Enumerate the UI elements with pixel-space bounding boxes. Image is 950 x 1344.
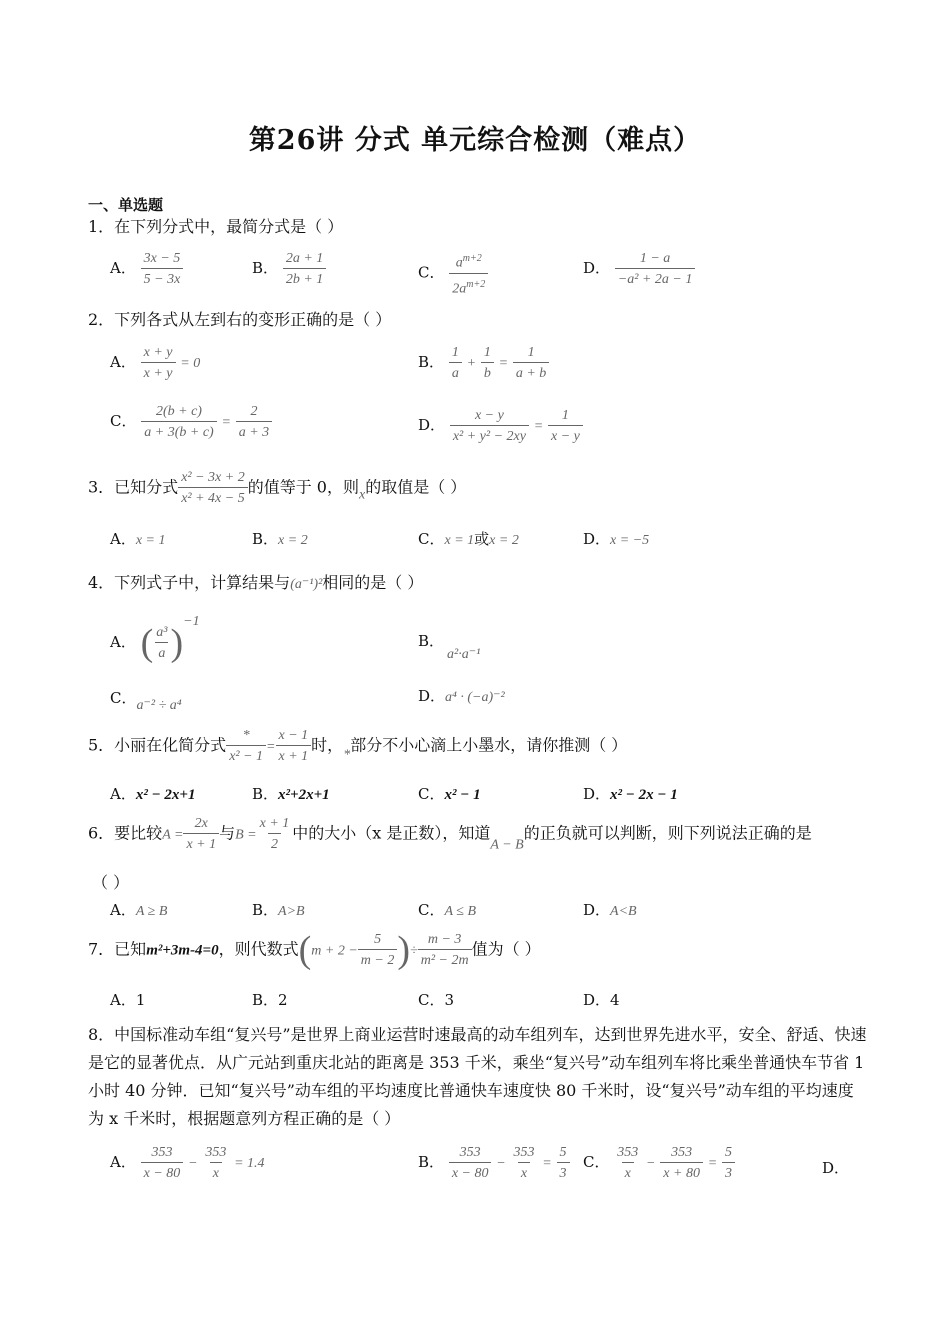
q4-option-d[interactable]: D．a⁴ · (−a)⁻²: [418, 687, 505, 705]
q4-option-c[interactable]: C．a⁻² ÷ a⁴: [110, 689, 182, 713]
q3-option-a[interactable]: A．x = 1: [110, 530, 166, 548]
option-label: A．: [110, 901, 136, 919]
q4-option-b-label[interactable]: B．: [418, 632, 445, 650]
q7-option-a[interactable]: A．1: [110, 991, 146, 1009]
q3-option-c[interactable]: C．x = 1或x = 2: [418, 530, 519, 548]
section-heading: 一、单选题: [88, 196, 164, 214]
option-label: D．: [583, 785, 611, 803]
fraction: $\frac{1 - a}{\text{−a² + 2a − 1}}$: [615, 249, 696, 289]
q8-option-b[interactable]: B． $\frac{353}{x - 80}$ − $\frac{353}{x}$ = $\frac{5}{3}$: [418, 1143, 570, 1183]
option-label: A．: [110, 530, 136, 548]
page-title: 第26讲 分式 单元综合检测（难点）: [248, 125, 702, 156]
option-label: A．: [110, 633, 136, 651]
q2-option-c[interactable]: C． $\frac{2(b + c)}{a + 3(b + c)}$ = $\frac{2}{a + 3}$: [110, 402, 272, 442]
q6-option-d[interactable]: D．A<B: [583, 901, 637, 919]
question-7-stem: 7．已知m²+3m-4=0，则代数式(m + 2 − $\frac{5}{m - 2}$ )÷ $\frac{m - 3}{\text{m² − 2m}}$ 值为（ ）: [88, 929, 541, 971]
option-label: C．: [418, 785, 445, 803]
q2-option-a[interactable]: A． $\frac{x + y}{x + y}$ = 0: [110, 345, 201, 381]
question-6-stem-cont: （ ）: [92, 873, 130, 892]
fraction: $\frac{2a + 1}{2b + 1}$: [283, 249, 326, 289]
option-label: B．: [418, 1153, 445, 1171]
q7-option-b[interactable]: B．2: [252, 991, 288, 1009]
option-label: C．: [110, 689, 137, 707]
q8-option-c[interactable]: C． $\frac{353}{x}$ − $\frac{353}{x + 80}$ = $\frac{5}{3}$: [583, 1143, 735, 1183]
option-label: D．: [583, 259, 611, 277]
q8-option-a[interactable]: A． $\frac{353}{x - 80}$ − $\frac{353}{x}$ = 1.4: [110, 1145, 265, 1181]
question-1-stem: 1．在下列分式中，最简分式是（ ）: [88, 217, 344, 236]
q2-option-b[interactable]: B． $\frac{1}{a}$ + $\frac{1}{b}$ = $\frac{1}{a + b}$: [418, 343, 549, 383]
option-label: C．: [418, 901, 445, 919]
q1-option-b[interactable]: [252, 249, 326, 289]
option-label: B．: [252, 530, 279, 548]
q5-option-b[interactable]: B．x²+2x+1: [252, 785, 330, 803]
fraction: $\frac{3x - 5}{5 - 3x}$: [141, 249, 184, 289]
question-6-stem: 6．要比较A = $\frac{2x}{x + 1}$ 与B = $\frac{x + 1}{2}$ 中的大小（x 是正数），知道A − B的正负就可以判断，则下列说法正确的是: [88, 816, 812, 853]
q6-option-c[interactable]: C．A ≤ B: [418, 901, 477, 919]
q1-option-d[interactable]: [583, 249, 695, 289]
q4-option-b-value: a²·a⁻¹: [447, 647, 481, 662]
option-label: A．: [110, 259, 136, 277]
question-8-stem: 8．中国标准动车组“复兴号”是世界上商业运营时速最高的动车组列车，达到世界先进水平，安全、舒适、快速是它的显著优点．从广元站到重庆北站的距离是 353 千米，乘坐“复兴号”动车组列车将比乘坐普通快车节省 1 小时 40 分钟．已知“复兴号”动车组的平均速度比普通快车速度快 80 千米时，设“复兴号”动车组的平均速度为 x 千米时，根据题意列方程正确的是（ ）: [88, 1025, 867, 1128]
option-label: C．: [110, 412, 137, 430]
q3-option-b[interactable]: B．x = 2: [252, 530, 308, 548]
question-5-stem: 5．小丽在化简分式 $\frac{*}{\text{x² − 1}}$ = $\frac{x - 1}{x + 1}$ 时，*部分不小心滴上小墨水，请你推测（ ）: [88, 728, 628, 764]
option-label: B．: [252, 901, 279, 919]
option-label: D．: [583, 901, 611, 919]
question-2-stem: 2．下列各式从左到右的变形正确的是（ ）: [88, 310, 392, 329]
q5-option-c[interactable]: C．x² − 1: [418, 785, 481, 803]
fraction: $\frac{x + y}{x + y}$: [141, 343, 176, 383]
fraction: $\frac{a^{m+2}}{2a^{m+2}}$: [449, 249, 488, 298]
q7-option-d[interactable]: D．4: [583, 991, 620, 1009]
question-4-stem: 4．下列式子中，计算结果与(a⁻¹)²相同的是（ ）: [88, 573, 424, 592]
option-label: D．: [418, 687, 446, 705]
q4-option-a[interactable]: A． ( $\frac{\text{a³}}{a}$ )$^{-1}$: [110, 614, 200, 664]
q2-option-d[interactable]: D． $\frac{x - y}{\text{x² + y² − 2xy}}$ = $\frac{1}{x - y}$: [418, 406, 583, 446]
option-label: D．: [418, 416, 446, 434]
q8-option-d[interactable]: D．: [822, 1159, 850, 1177]
question-3-stem: 3．已知分式 $\frac{\text{x² − 3x + 2}}{\text{x² + 4x − 5}}$ 的值等于 0，则x的取值是（ ）: [88, 470, 467, 506]
q1-option-c[interactable]: [418, 249, 488, 298]
q6-option-a[interactable]: A．A ≥ B: [110, 901, 168, 919]
option-label: C．: [418, 263, 445, 282]
q1-option-a[interactable]: [110, 249, 183, 289]
option-label: A．: [110, 785, 136, 803]
option-label: B．: [252, 785, 279, 803]
option-label: B．: [418, 353, 445, 371]
option-label: D．: [583, 530, 611, 548]
q5-option-d[interactable]: D．x² − 2x − 1: [583, 785, 678, 803]
q3-option-d[interactable]: D．x = −5: [583, 530, 650, 548]
option-label: C．: [583, 1153, 610, 1171]
option-label: A．: [110, 1153, 136, 1171]
q7-option-c[interactable]: C．3: [418, 991, 455, 1009]
q5-option-a[interactable]: A．x² − 2x+1: [110, 785, 196, 803]
q6-option-b[interactable]: B．A>B: [252, 901, 305, 919]
option-label: A．: [110, 353, 136, 371]
option-label: B．: [252, 259, 279, 277]
option-label: C．: [418, 530, 445, 548]
